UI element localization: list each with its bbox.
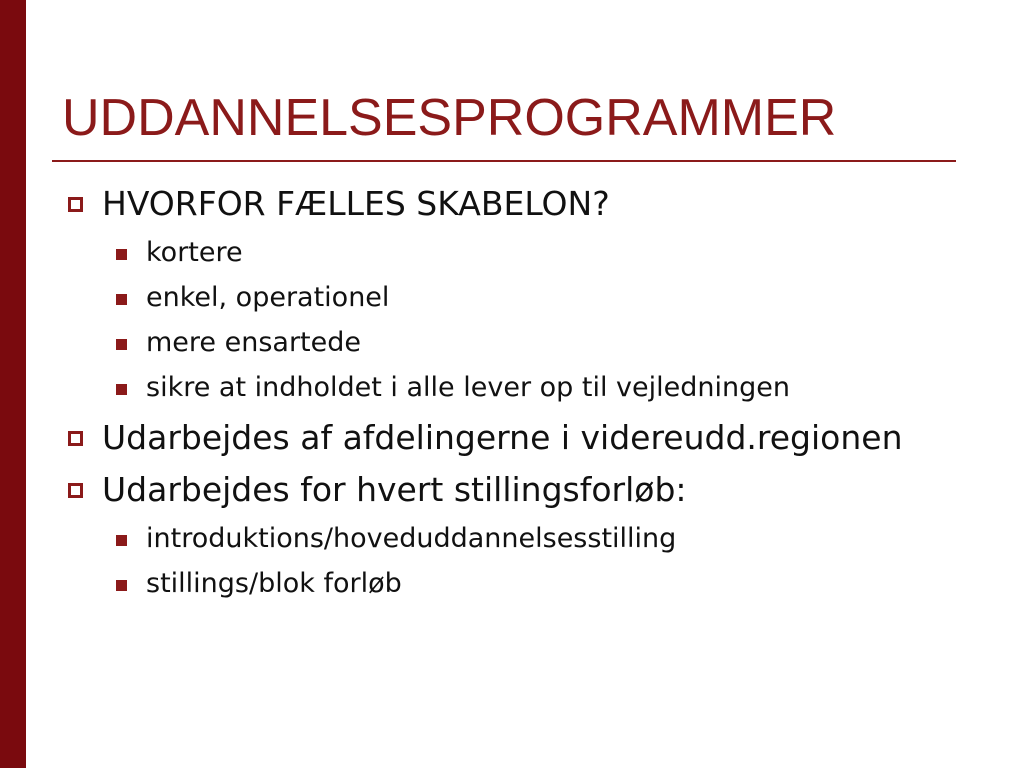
bullet-item bbox=[62, 184, 982, 224]
hollow-square-bullet-icon bbox=[68, 197, 83, 212]
bullet-text: Udarbejdes for hvert stillingsforløb: bbox=[102, 470, 687, 509]
filled-square-bullet-icon bbox=[116, 580, 127, 591]
filled-square-bullet-icon bbox=[116, 249, 127, 260]
sub-bullet-text: introduktions/hoveduddannelsesstilling bbox=[146, 523, 677, 554]
sub-bullet-text: kortere bbox=[146, 237, 243, 268]
sub-bullet-item bbox=[62, 230, 982, 275]
sub-bullet-text: stillings/blok forløb bbox=[146, 568, 402, 599]
sub-bullet-item bbox=[62, 320, 982, 365]
bullet-item bbox=[62, 470, 982, 510]
sub-bullet-text: sikre at indholdet i alle lever op til vejledningen bbox=[146, 372, 790, 403]
slide-title: UDDANNELSESPROGRAMMER bbox=[62, 89, 837, 147]
sub-bullet-list bbox=[62, 516, 982, 606]
bullet-text: Udarbejdes af afdelingerne i videreudd.regionen bbox=[102, 418, 903, 457]
left-accent-bar bbox=[0, 0, 26, 768]
filled-square-bullet-icon bbox=[116, 535, 127, 546]
filled-square-bullet-icon bbox=[116, 294, 127, 305]
title-divider bbox=[52, 160, 956, 162]
bullet-text: HVORFOR FÆLLES SKABELON? bbox=[102, 184, 610, 223]
hollow-square-bullet-icon bbox=[68, 483, 83, 498]
sub-bullet-item bbox=[62, 561, 982, 606]
bullet-list bbox=[62, 184, 982, 614]
sub-bullet-text: mere ensartede bbox=[146, 327, 361, 358]
hollow-square-bullet-icon bbox=[68, 431, 83, 446]
sub-bullet-item bbox=[62, 365, 982, 410]
filled-square-bullet-icon bbox=[116, 339, 127, 350]
bullet-item bbox=[62, 418, 982, 458]
sub-bullet-item bbox=[62, 275, 982, 320]
sub-bullet-list bbox=[62, 230, 982, 410]
sub-bullet-item bbox=[62, 516, 982, 561]
sub-bullet-text: enkel, operationel bbox=[146, 282, 390, 313]
filled-square-bullet-icon bbox=[116, 384, 127, 395]
